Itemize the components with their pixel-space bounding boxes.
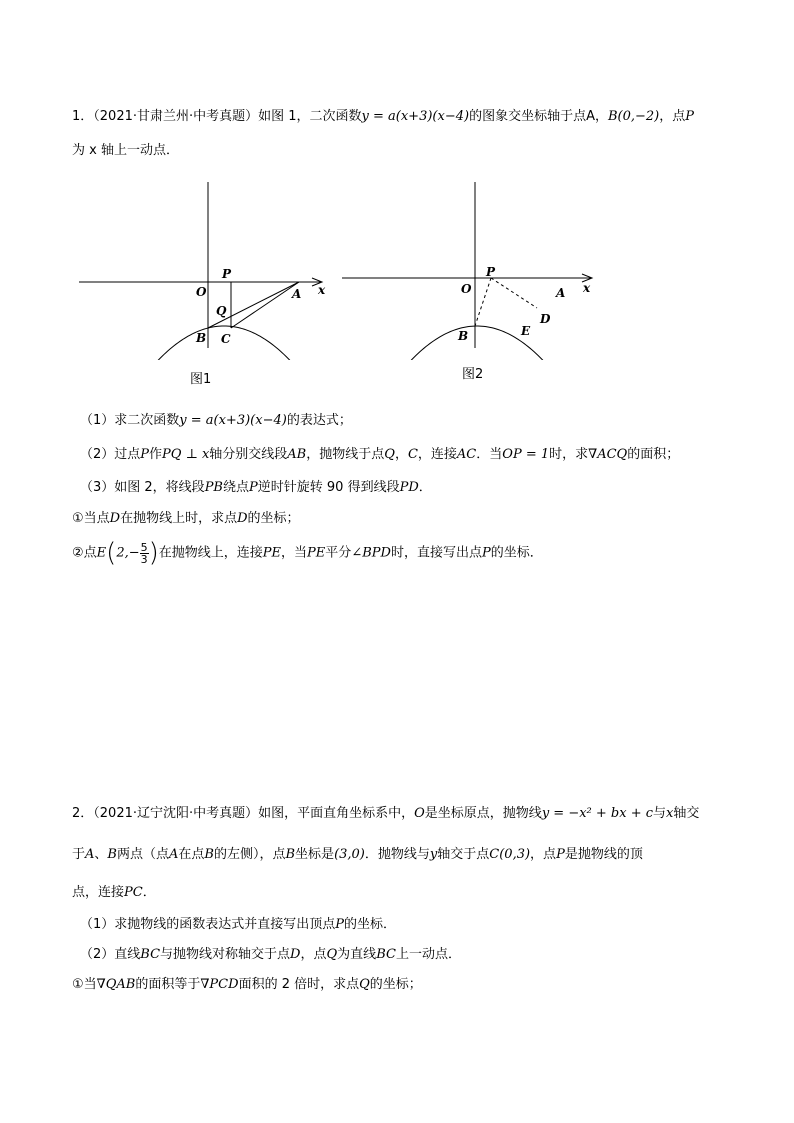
label-b: B [458, 329, 469, 343]
p2-q2a-tri2: ∇PCD [200, 977, 239, 992]
p1-q2-t7: 时，求 [549, 447, 589, 462]
p2-q1 [80, 916, 396, 934]
p1-q2-t3: ，抛物线于点 [306, 447, 385, 462]
p2-l2-y: y [429, 847, 438, 862]
p1-q3b-coord: 2,− [116, 545, 140, 561]
label-q: Q [216, 304, 227, 318]
p1-q3b-angle: ∠BPD [351, 545, 391, 561]
p1-q3b-pe2: PE [307, 545, 326, 561]
p1-q3b-t2: ，当 [281, 545, 308, 561]
p2-q2-t3: 为直线 [337, 947, 377, 962]
p1-line1 [72, 108, 694, 126]
p2-l1-t3: 轴交 [673, 806, 700, 821]
p2-l3-t0: 点，连接 [72, 885, 125, 900]
p1-intro-mid: 的图象交坐标轴于点A， [469, 109, 608, 124]
fraction-denominator: 3 [140, 552, 148, 566]
p1-q3b-e: E [96, 545, 107, 561]
p2-q2-t1: 与抛物线对称轴交于点 [160, 947, 291, 962]
p2-q2-bc2: BC [376, 947, 396, 962]
p1-q3b-t0: ②点 [72, 545, 97, 561]
p2-l2-t8: ，点 [530, 847, 557, 862]
p2-q2a-t3: 的坐标； [369, 977, 422, 992]
p1-q2-op: OP = 1 [502, 447, 550, 462]
p2-line2 [72, 846, 643, 864]
p1-q3-t1: 绕点 [223, 480, 250, 495]
p2-l2-p: P [556, 847, 565, 862]
segment-ac [231, 282, 302, 328]
p2-l2-t7: 轴交于点 [437, 847, 490, 862]
p2-l2-c: C(0,3) [489, 847, 531, 862]
p2-q2a-q: Q [359, 977, 370, 992]
p2-l1-t1: 是坐标原点，抛物线 [424, 806, 542, 821]
p1-q3-t2: 逆时针旋转 90 得到线段 [257, 480, 400, 495]
p1-q1-formula: y = a(x+3)(x−4) [179, 413, 287, 428]
p2-l3-pc: PC [124, 885, 143, 900]
label-b: B [196, 331, 207, 345]
p1-q3b-t4: 时，直接写出点 [390, 545, 482, 561]
p2-l1-t0: 2．（2021·辽宁沈阳·中考真题）如图，平面直角坐标系中， [72, 806, 415, 821]
label-p: P [486, 265, 496, 279]
p2-l2-a2: A [169, 847, 179, 862]
p1-q3b-t3: 平分 [325, 545, 352, 561]
p2-l3-t1: ． [142, 885, 156, 900]
p1-q3-p: P [249, 480, 258, 495]
p2-q1-p: P [335, 917, 345, 932]
p2-l2-t3: 在点 [178, 847, 205, 862]
p2-q2a-t1: 的面积等于 [135, 977, 201, 992]
p1-q3b-p: P [481, 545, 491, 561]
p1-q2-t5: ，连接 [417, 447, 457, 462]
label-d: D [540, 312, 551, 326]
p2-q2-t4: 上一动点． [395, 947, 461, 962]
p1-q2-t1: 作 [149, 447, 163, 462]
p2-q2-d: D [290, 947, 301, 962]
label-p: P [222, 267, 232, 281]
p1-point-p: P [685, 109, 694, 124]
parabola-curve [94, 326, 344, 360]
label-o: O [461, 282, 472, 296]
p2-l2-t6: ．抛物线与 [364, 847, 430, 862]
p1-q3-pb: PB [204, 480, 223, 495]
p1-q2-t6: ．当 [476, 447, 503, 462]
p1-q1 [80, 412, 352, 430]
p1-q2-tri: ∇ACQ [588, 447, 628, 462]
label-o: O [196, 285, 207, 299]
figure-1 [74, 180, 344, 360]
p1-intro-text: 1．（2021·甘肃兰州·中考真题）如图 1，二次函数 [72, 109, 362, 124]
p1-q3a-t0: ①当点 [72, 511, 110, 526]
p1-intro-suffix: ，点 [659, 109, 686, 124]
p1-q2-ab: AB [287, 447, 307, 462]
p1-q2-c: C [407, 447, 418, 462]
segment-pb [475, 278, 491, 326]
p1-q3-pd: PD [399, 480, 419, 495]
p1-q3b-pe: PE [262, 545, 282, 561]
parabola-curve [356, 326, 610, 360]
p1-q3b [72, 538, 543, 569]
p1-q2 [80, 446, 679, 464]
segment-pd [491, 278, 537, 308]
p2-q1-t0: （1）求抛物线的函数表达式并直接写出顶点 [80, 917, 336, 932]
p2-q2a-t0: ①当 [72, 977, 97, 992]
p1-q2-ac: AC [456, 447, 477, 462]
p2-l2-b3: B [285, 847, 296, 862]
p2-l2-a: A [85, 847, 95, 862]
label-x: x [583, 281, 591, 295]
p1-q2-t0: （2）过点 [80, 447, 141, 462]
p2-q2-q: Q [326, 947, 338, 962]
p1-q2-perp: PQ ⊥ x [162, 447, 210, 462]
p2-l2-t5: 坐标是 [295, 847, 335, 862]
label-c: C [221, 332, 231, 346]
p2-q2a [72, 976, 422, 994]
figure-1-graphics [79, 182, 344, 360]
label-a: A [556, 286, 566, 300]
figure-1-caption: 图1 [190, 372, 212, 387]
p2-l2-b2: B [204, 847, 214, 862]
p1-q3-t3: ． [418, 480, 432, 495]
p1-line2: 为 x 轴上一动点． [72, 143, 179, 158]
p2-l2-t0: 于 [72, 847, 86, 862]
p1-q3b-t1: 在抛物线上，连接 [158, 545, 263, 561]
p1-q3-t0: （3）如图 2，将线段 [80, 480, 205, 495]
p1-q1-prefix: （1）求二次函数 [80, 413, 180, 428]
p2-l1-x: x [666, 806, 674, 821]
p1-q3b-t5: 的坐标． [490, 545, 543, 561]
p2-l1-t2: 与 [653, 806, 667, 821]
p1-q1-suffix: 的表达式； [286, 413, 352, 428]
p1-q2-t4: ， [394, 447, 408, 462]
figure-2-caption: 图2 [462, 367, 484, 382]
p1-point-b: B(0,−2) [607, 109, 660, 124]
fraction-numerator: 5 [140, 540, 148, 554]
p2-l2-b: B [107, 847, 117, 862]
left-paren: ( [106, 538, 117, 568]
figure-2 [340, 180, 612, 360]
p2-q2 [80, 946, 461, 964]
p2-l1-formula: y = −x² + bx + c [541, 806, 653, 821]
fraction [140, 542, 149, 565]
figure-2-graphics [342, 182, 610, 360]
p2-q2a-t2: 面积的 2 倍时，求点 [238, 977, 360, 992]
p1-q2-t8: 的面积； [627, 447, 680, 462]
p1-q3a-t1: 在抛物线上时，求点 [120, 511, 238, 526]
right-paren: ) [148, 538, 159, 568]
p2-l2-t2: 两点（点 [116, 847, 169, 862]
p2-q2-bc: BC [140, 947, 161, 962]
p1-q3 [80, 479, 432, 497]
label-e: E [521, 324, 531, 338]
p1-formula: y = a(x+3)(x−4) [361, 109, 470, 124]
p2-l2-t9: 是抛物线的顶 [564, 847, 643, 862]
p1-q3a-d2: D [237, 511, 248, 526]
p1-q2-p: P [140, 447, 150, 462]
p2-l2-t4: 的左侧），点 [213, 847, 286, 862]
label-x: x [318, 283, 326, 297]
p1-q2-q: Q [384, 447, 395, 462]
p2-l1-o: O [414, 806, 425, 821]
p1-q3a-d: D [109, 511, 121, 526]
label-a: A [292, 287, 302, 301]
p2-q2-t0: （2）直线 [80, 947, 141, 962]
p2-line3 [72, 884, 156, 902]
p1-q3a [72, 510, 300, 528]
p2-l2-coordb: (3,0) [334, 847, 365, 862]
p2-q1-t1: 的坐标． [344, 917, 397, 932]
p1-q3a-t2: 的坐标； [247, 511, 300, 526]
p2-l2-t1: 、 [94, 847, 108, 862]
p2-line1 [72, 805, 699, 823]
p2-q2-t2: ，点 [300, 947, 327, 962]
p2-q2a-tri1: ∇QAB [96, 977, 136, 992]
p1-q2-t2: 轴分别交线段 [209, 447, 288, 462]
